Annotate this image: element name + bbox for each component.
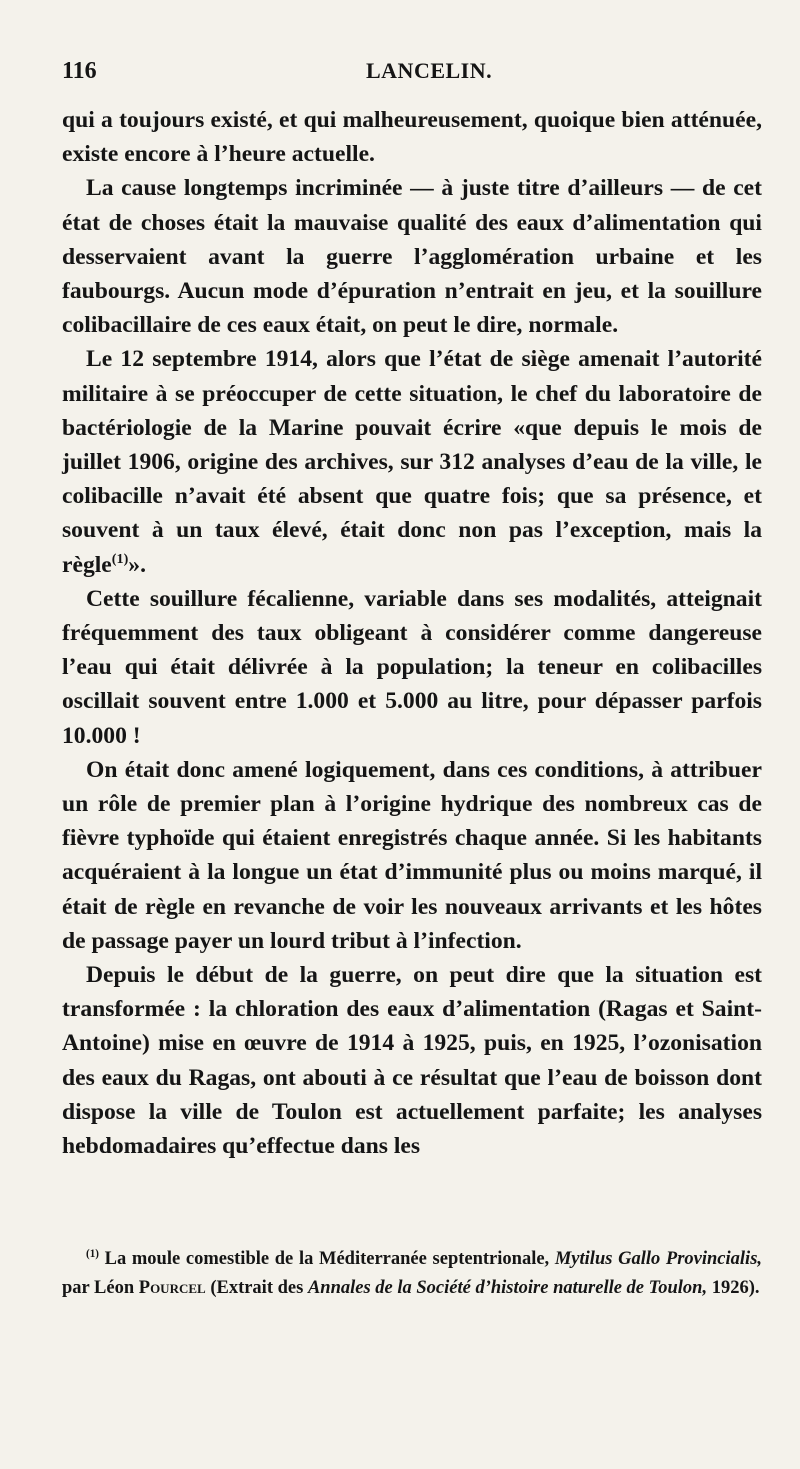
paragraph bbox=[62, 342, 762, 581]
footnote-year: 1926 bbox=[711, 1278, 749, 1298]
footnote-marker: (1) bbox=[86, 1247, 99, 1260]
running-head: LANCELIN. bbox=[366, 58, 493, 83]
quote-close: ». bbox=[128, 551, 146, 578]
body-text bbox=[62, 103, 762, 1163]
paragraph: Cette souillure fécalienne, variable dans ses modalités, atteignait fréquemment des taux obligeant à considérer comme dangereuse l’eau qui était délivrée à la population; la teneur en colibacilles oscillait souvent entre 1.000 et 5.000 au litre, pour dépasser parfois 10.000 ! bbox=[62, 585, 762, 749]
paragraph: qui a toujours existé, et qui malheureusement, quoique bien atténuée, existe encore à l’heure actuelle. bbox=[62, 107, 762, 168]
author-name: Pourcel bbox=[138, 1278, 206, 1298]
footnote-reference[interactable]: (1) bbox=[111, 550, 129, 567]
page-number: 116 bbox=[62, 58, 97, 84]
journal-title: Annales de la Société d’histoire naturelle de Toulon, bbox=[307, 1278, 708, 1298]
footnote-end: ). bbox=[748, 1278, 760, 1298]
footnote-text: par Léon bbox=[62, 1278, 135, 1298]
paragraph: On était donc amené logiquement, dans ces conditions, à attribuer un rôle de premier plan à l’origine hydrique des nombreux cas de fièvre typhoïde qui étaient enregistrés chaque année. Si les habitants acquéraient à la longue un état d’immunité plus ou moins marqué, il était de règle en revanche de voir les nouveaux arrivants et les hôtes de passage payer un lourd tribut à l’infection. bbox=[62, 756, 762, 954]
page-header bbox=[62, 58, 762, 92]
footnote bbox=[62, 1245, 762, 1303]
paragraph: La cause longtemps incriminée — à juste titre d’ailleurs — de cet état de choses était la mauvaise qualité des eaux d’alimentation qui desservaient avant la guerre l’agglomération urbaine et les faubourgs. Aucun mode d’épuration n’entrait en jeu, et la souillure colibacillaire de ces eaux était, on peut le dire, normale. bbox=[62, 175, 762, 339]
paragraph-text: Le 12 septembre 1914, alors que l’état de siège amenait l’autorité militaire à se préoccuper de cette situation, le chef du laboratoire de bactériologie de la Marine pouvait écrire «que depuis le mois de juillet 1906, origine des archives, sur 312 analyses d’eau de la ville, le colibacille n’avait été absent que quatre fois; que sa présence, et souvent à un taux élevé, était donc non pas l’exception, mais la règle bbox=[62, 346, 762, 578]
paragraph: Depuis le début de la guerre, on peut dire que la situation est transformée : la chloration des eaux d’alimentation (Ragas et Saint-Antoine) mise en œuvre de 1914 à 1925, puis, en 1925, l’ozonisation des eaux du Ragas, ont abouti à ce résultat que l’eau de boisson dont dispose la ville de Toulon est actuellement parfaite; les analyses hebdomadaires qu’effectue dans les bbox=[62, 962, 762, 1160]
footnote-text: La moule comestible de la Méditerranée septentrionale, bbox=[104, 1249, 550, 1269]
species-name: Mytilus Gallo Provincialis, bbox=[554, 1249, 763, 1269]
footnote-text: (Extrait des bbox=[210, 1278, 304, 1298]
